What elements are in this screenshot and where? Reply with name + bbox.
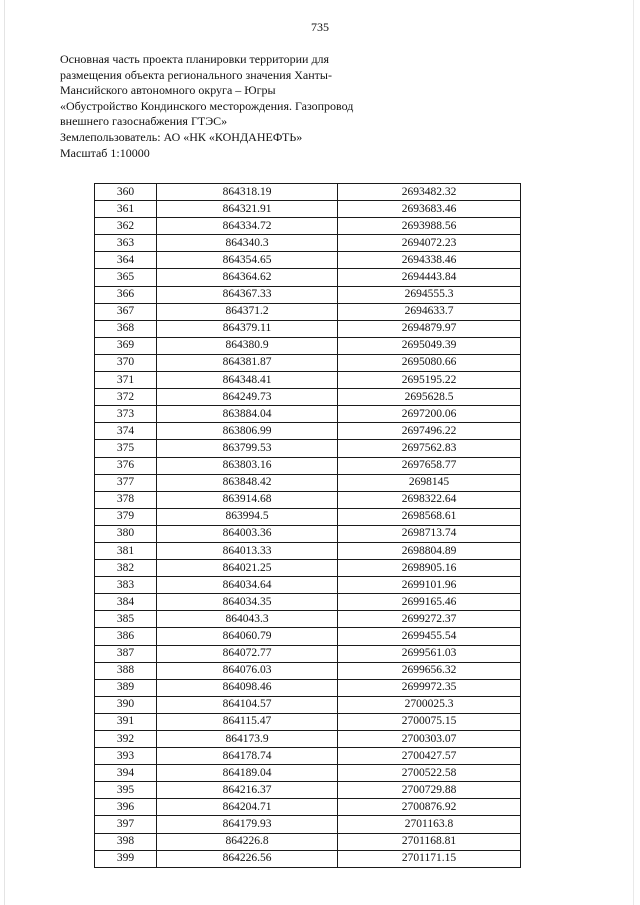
point-number-cell: 365 — [95, 269, 157, 286]
document-header — [60, 52, 380, 161]
y-coordinate-cell: 2694443.84 — [338, 269, 521, 286]
x-coordinate-cell: 864034.64 — [157, 577, 338, 594]
point-number-cell: 362 — [95, 218, 157, 235]
table-row — [95, 645, 521, 662]
point-number-cell: 390 — [95, 696, 157, 713]
header-line: размещения объекта регионального значения Ханты- — [60, 67, 332, 82]
y-coordinate-cell: 2698713.74 — [338, 525, 521, 542]
point-number-cell: 385 — [95, 611, 157, 628]
table-row — [95, 628, 521, 645]
x-coordinate-cell: 864104.57 — [157, 696, 338, 713]
y-coordinate-cell: 2697200.06 — [338, 406, 521, 423]
x-coordinate-cell: 863848.42 — [157, 474, 338, 491]
y-coordinate-cell: 2698145 — [338, 474, 521, 491]
x-coordinate-cell: 864013.33 — [157, 542, 338, 559]
table-row — [95, 423, 521, 440]
x-coordinate-cell: 864060.79 — [157, 628, 338, 645]
table-row — [95, 252, 521, 269]
y-coordinate-cell: 2693482.32 — [338, 184, 521, 201]
y-coordinate-cell: 2699165.46 — [338, 594, 521, 611]
table-row — [95, 389, 521, 406]
point-number-cell: 366 — [95, 286, 157, 303]
x-coordinate-cell: 864354.65 — [157, 252, 338, 269]
point-number-cell: 399 — [95, 850, 157, 867]
x-coordinate-cell: 864178.74 — [157, 748, 338, 765]
x-coordinate-cell: 864367.33 — [157, 286, 338, 303]
point-number-cell: 360 — [95, 184, 157, 201]
table-row — [95, 611, 521, 628]
table-row — [95, 184, 521, 201]
x-coordinate-cell: 863884.04 — [157, 406, 338, 423]
y-coordinate-cell: 2694633.7 — [338, 303, 521, 320]
table-row — [95, 577, 521, 594]
point-number-cell: 389 — [95, 679, 157, 696]
table-row — [95, 491, 521, 508]
x-coordinate-cell: 864334.72 — [157, 218, 338, 235]
coordinates-table-body — [95, 184, 521, 868]
table-row — [95, 748, 521, 765]
table-row — [95, 713, 521, 730]
point-number-cell: 394 — [95, 765, 157, 782]
point-number-cell: 393 — [95, 748, 157, 765]
table-row — [95, 320, 521, 337]
table-row — [95, 303, 521, 320]
point-number-cell: 397 — [95, 816, 157, 833]
y-coordinate-cell: 2693683.46 — [338, 201, 521, 218]
x-coordinate-cell: 864076.03 — [157, 662, 338, 679]
table-row — [95, 542, 521, 559]
header-line: «Обустройство Кондинского месторождения. Газопровод — [60, 98, 354, 113]
page-number: 735 — [311, 20, 329, 34]
y-coordinate-cell: 2694879.97 — [338, 320, 521, 337]
y-coordinate-cell: 2694072.23 — [338, 235, 521, 252]
x-coordinate-cell: 864179.93 — [157, 816, 338, 833]
table-row — [95, 235, 521, 252]
x-coordinate-cell: 864173.9 — [157, 731, 338, 748]
y-coordinate-cell: 2700876.92 — [338, 799, 521, 816]
table-row — [95, 474, 521, 491]
header-line: Масштаб 1:10000 — [60, 145, 150, 160]
scan-edge-right — [633, 0, 634, 905]
table-row — [95, 662, 521, 679]
x-coordinate-cell: 864318.19 — [157, 184, 338, 201]
point-number-cell: 373 — [95, 406, 157, 423]
y-coordinate-cell: 2694555.3 — [338, 286, 521, 303]
point-number-cell: 391 — [95, 713, 157, 730]
table-row — [95, 457, 521, 474]
point-number-cell: 372 — [95, 389, 157, 406]
y-coordinate-cell: 2701171.15 — [338, 850, 521, 867]
coordinates-table — [94, 183, 521, 868]
table-row — [95, 782, 521, 799]
y-coordinate-cell: 2700522.58 — [338, 765, 521, 782]
x-coordinate-cell: 863799.53 — [157, 440, 338, 457]
y-coordinate-cell: 2701168.81 — [338, 833, 521, 850]
x-coordinate-cell: 864189.04 — [157, 765, 338, 782]
table-row — [95, 696, 521, 713]
x-coordinate-cell: 863803.16 — [157, 457, 338, 474]
point-number-cell: 378 — [95, 491, 157, 508]
x-coordinate-cell: 863806.99 — [157, 423, 338, 440]
table-row — [95, 508, 521, 525]
point-number-cell: 398 — [95, 833, 157, 850]
point-number-cell: 364 — [95, 252, 157, 269]
table-row — [95, 765, 521, 782]
x-coordinate-cell: 864379.11 — [157, 320, 338, 337]
table-row — [95, 269, 521, 286]
table-row — [95, 850, 521, 867]
point-number-cell: 363 — [95, 235, 157, 252]
x-coordinate-cell: 864021.25 — [157, 560, 338, 577]
y-coordinate-cell: 2700427.57 — [338, 748, 521, 765]
y-coordinate-cell: 2699656.32 — [338, 662, 521, 679]
y-coordinate-cell: 2699972.35 — [338, 679, 521, 696]
y-coordinate-cell: 2695049.39 — [338, 337, 521, 354]
x-coordinate-cell: 864364.62 — [157, 269, 338, 286]
x-coordinate-cell: 864249.73 — [157, 389, 338, 406]
y-coordinate-cell: 2695195.22 — [338, 372, 521, 389]
header-line: Землепользователь: АО «НК «КОНДАНЕФТЬ» — [60, 129, 303, 144]
x-coordinate-cell: 864043.3 — [157, 611, 338, 628]
y-coordinate-cell: 2700075.15 — [338, 713, 521, 730]
y-coordinate-cell: 2693988.56 — [338, 218, 521, 235]
table-row — [95, 833, 521, 850]
point-number-cell: 396 — [95, 799, 157, 816]
point-number-cell: 376 — [95, 457, 157, 474]
x-coordinate-cell: 864371.2 — [157, 303, 338, 320]
table-row — [95, 679, 521, 696]
x-coordinate-cell: 864226.8 — [157, 833, 338, 850]
table-row — [95, 337, 521, 354]
point-number-cell: 380 — [95, 525, 157, 542]
table-row — [95, 731, 521, 748]
y-coordinate-cell: 2694338.46 — [338, 252, 521, 269]
point-number-cell: 369 — [95, 337, 157, 354]
y-coordinate-cell: 2695628.5 — [338, 389, 521, 406]
y-coordinate-cell: 2699455.54 — [338, 628, 521, 645]
y-coordinate-cell: 2697658.77 — [338, 457, 521, 474]
y-coordinate-cell: 2695080.66 — [338, 354, 521, 371]
point-number-cell: 368 — [95, 320, 157, 337]
point-number-cell: 386 — [95, 628, 157, 645]
point-number-cell: 384 — [95, 594, 157, 611]
table-row — [95, 201, 521, 218]
y-coordinate-cell: 2699561.03 — [338, 645, 521, 662]
point-number-cell: 374 — [95, 423, 157, 440]
x-coordinate-cell: 864115.47 — [157, 713, 338, 730]
x-coordinate-cell: 864381.87 — [157, 354, 338, 371]
table-row — [95, 354, 521, 371]
y-coordinate-cell: 2698905.16 — [338, 560, 521, 577]
table-row — [95, 594, 521, 611]
point-number-cell: 387 — [95, 645, 157, 662]
header-line: внешнего газоснабжения ГТЭС» — [60, 114, 228, 129]
point-number-cell: 377 — [95, 474, 157, 491]
x-coordinate-cell: 864072.77 — [157, 645, 338, 662]
point-number-cell: 381 — [95, 542, 157, 559]
x-coordinate-cell: 864340.3 — [157, 235, 338, 252]
y-coordinate-cell: 2698804.89 — [338, 542, 521, 559]
point-number-cell: 392 — [95, 731, 157, 748]
x-coordinate-cell: 864321.91 — [157, 201, 338, 218]
point-number-cell: 379 — [95, 508, 157, 525]
y-coordinate-cell: 2698322.64 — [338, 491, 521, 508]
y-coordinate-cell: 2697496.22 — [338, 423, 521, 440]
x-coordinate-cell: 864003.36 — [157, 525, 338, 542]
x-coordinate-cell: 864034.35 — [157, 594, 338, 611]
point-number-cell: 383 — [95, 577, 157, 594]
point-number-cell: 382 — [95, 560, 157, 577]
y-coordinate-cell: 2700303.07 — [338, 731, 521, 748]
y-coordinate-cell: 2700729.88 — [338, 782, 521, 799]
table-row — [95, 560, 521, 577]
point-number-cell: 395 — [95, 782, 157, 799]
y-coordinate-cell: 2699272.37 — [338, 611, 521, 628]
x-coordinate-cell: 864226.56 — [157, 850, 338, 867]
table-row — [95, 372, 521, 389]
point-number-cell: 361 — [95, 201, 157, 218]
table-row — [95, 440, 521, 457]
table-row — [95, 816, 521, 833]
x-coordinate-cell: 864380.9 — [157, 337, 338, 354]
y-coordinate-cell: 2701163.8 — [338, 816, 521, 833]
x-coordinate-cell: 863994.5 — [157, 508, 338, 525]
table-row — [95, 406, 521, 423]
table-row — [95, 218, 521, 235]
header-line: Основная часть проекта планировки территории для — [60, 52, 330, 66]
table-row — [95, 799, 521, 816]
table-row — [95, 286, 521, 303]
x-coordinate-cell: 864216.37 — [157, 782, 338, 799]
point-number-cell: 375 — [95, 440, 157, 457]
header-line: Мансийского автономного округа – Югры — [60, 83, 276, 98]
y-coordinate-cell: 2700025.3 — [338, 696, 521, 713]
x-coordinate-cell: 864204.71 — [157, 799, 338, 816]
point-number-cell: 371 — [95, 372, 157, 389]
x-coordinate-cell: 863914.68 — [157, 491, 338, 508]
y-coordinate-cell: 2697562.83 — [338, 440, 521, 457]
x-coordinate-cell: 864348.41 — [157, 372, 338, 389]
y-coordinate-cell: 2698568.61 — [338, 508, 521, 525]
x-coordinate-cell: 864098.46 — [157, 679, 338, 696]
scan-edge-left — [4, 0, 5, 905]
y-coordinate-cell: 2699101.96 — [338, 577, 521, 594]
point-number-cell: 367 — [95, 303, 157, 320]
point-number-cell: 370 — [95, 354, 157, 371]
point-number-cell: 388 — [95, 662, 157, 679]
table-row — [95, 525, 521, 542]
